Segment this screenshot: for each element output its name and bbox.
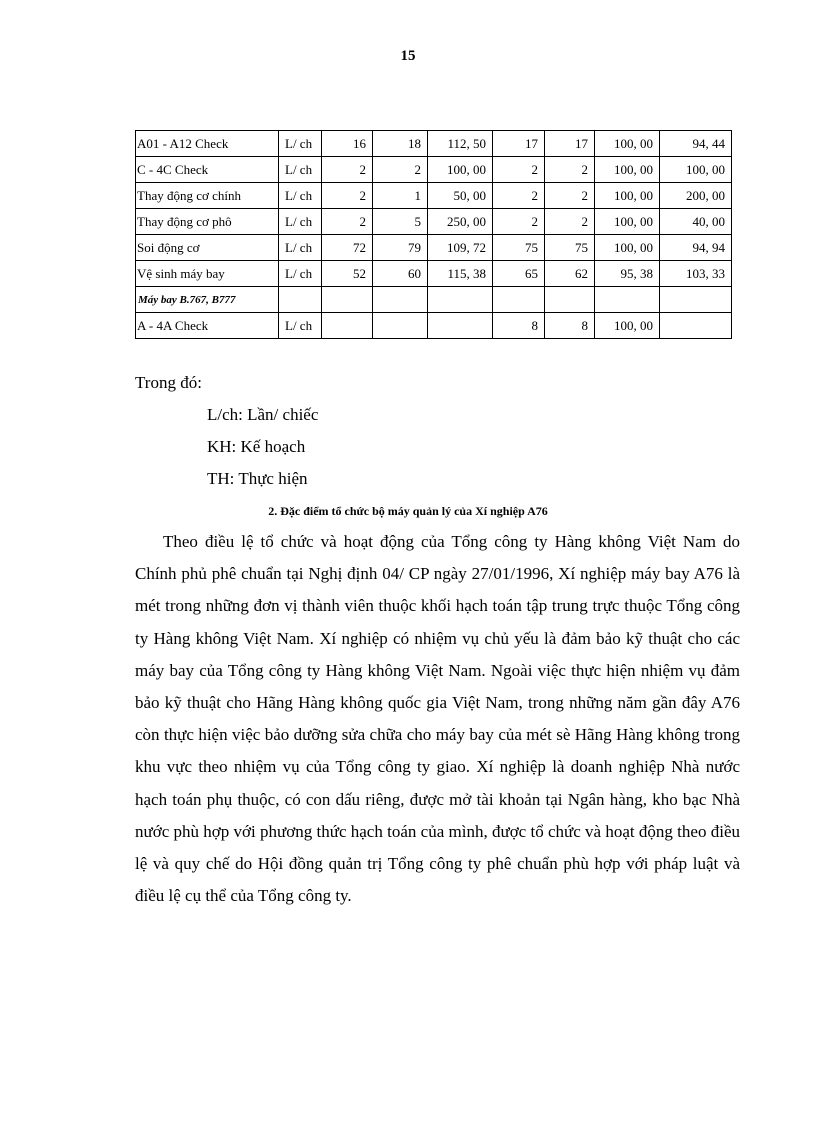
table-cell: 94, 44 bbox=[660, 131, 732, 157]
table-cell-label: Máy bay B.767, B777 bbox=[136, 287, 279, 313]
table-cell: 2 bbox=[322, 209, 373, 235]
table-cell bbox=[660, 287, 732, 313]
table-cell: 2 bbox=[322, 157, 373, 183]
table-row bbox=[136, 157, 732, 183]
table-cell-label: A01 - A12 Check bbox=[136, 131, 279, 157]
table-row bbox=[136, 131, 732, 157]
table-cell: 40, 00 bbox=[660, 209, 732, 235]
table-cell: 5 bbox=[373, 209, 428, 235]
legend-title: Trong đó: bbox=[135, 373, 202, 392]
table-cell-label: Thay động cơ phô bbox=[136, 209, 279, 235]
table-cell: 75 bbox=[545, 235, 595, 261]
table-cell bbox=[322, 313, 373, 339]
table-cell bbox=[428, 287, 493, 313]
table-row bbox=[136, 313, 732, 339]
table-row bbox=[136, 261, 732, 287]
table-row bbox=[136, 183, 732, 209]
legend-item-lch: L/ch: Lần/ chiếc bbox=[207, 405, 319, 424]
table-cell bbox=[279, 287, 322, 313]
table-row bbox=[136, 209, 732, 235]
table-cell: 2 bbox=[373, 157, 428, 183]
table-cell: 2 bbox=[545, 157, 595, 183]
table-row bbox=[136, 235, 732, 261]
table-cell: 100, 00 bbox=[595, 131, 660, 157]
table-cell: 100, 00 bbox=[595, 183, 660, 209]
table-cell-label: A - 4A Check bbox=[136, 313, 279, 339]
table-cell bbox=[373, 287, 428, 313]
table-cell bbox=[545, 287, 595, 313]
table-cell: 103, 33 bbox=[660, 261, 732, 287]
table-cell: 112, 50 bbox=[428, 131, 493, 157]
table-cell: 16 bbox=[322, 131, 373, 157]
table-cell: 2 bbox=[493, 157, 545, 183]
table-cell: 75 bbox=[493, 235, 545, 261]
table-cell: L/ ch bbox=[279, 313, 322, 339]
table-cell bbox=[595, 287, 660, 313]
page-number: 15 bbox=[400, 48, 416, 64]
table-cell bbox=[660, 313, 732, 339]
maintenance-table bbox=[135, 130, 732, 339]
table-cell: 8 bbox=[493, 313, 545, 339]
table-cell: 52 bbox=[322, 261, 373, 287]
table-cell: 100, 00 bbox=[595, 209, 660, 235]
table-cell: 2 bbox=[322, 183, 373, 209]
table-cell-label: Thay động cơ chính bbox=[136, 183, 279, 209]
table-cell: 200, 00 bbox=[660, 183, 732, 209]
table-cell: 17 bbox=[493, 131, 545, 157]
table-cell: 100, 00 bbox=[595, 313, 660, 339]
table-cell: 2 bbox=[545, 183, 595, 209]
table-cell: 1 bbox=[373, 183, 428, 209]
table-cell: L/ ch bbox=[279, 209, 322, 235]
table-cell: 60 bbox=[373, 261, 428, 287]
table-cell: 100, 00 bbox=[660, 157, 732, 183]
table-cell: L/ ch bbox=[279, 131, 322, 157]
table-cell: L/ ch bbox=[279, 183, 322, 209]
table-cell: 250, 00 bbox=[428, 209, 493, 235]
table-cell: 100, 00 bbox=[595, 235, 660, 261]
table-cell: 18 bbox=[373, 131, 428, 157]
table-cell: L/ ch bbox=[279, 157, 322, 183]
table-cell: 115, 38 bbox=[428, 261, 493, 287]
table-cell: 8 bbox=[545, 313, 595, 339]
table-cell: 17 bbox=[545, 131, 595, 157]
table-cell: 95, 38 bbox=[595, 261, 660, 287]
table-cell: 100, 00 bbox=[595, 157, 660, 183]
table-cell: 2 bbox=[493, 209, 545, 235]
table-cell: 79 bbox=[373, 235, 428, 261]
table-cell: 100, 00 bbox=[428, 157, 493, 183]
table-cell bbox=[322, 287, 373, 313]
section-heading: 2. Đặc điểm tổ chức bộ máy quản lý của Xí nghiệp A76 bbox=[268, 504, 548, 518]
table-cell bbox=[493, 287, 545, 313]
table-cell bbox=[428, 313, 493, 339]
table-cell-label: Soi động cơ bbox=[136, 235, 279, 261]
body-paragraph: Theo điều lệ tổ chức và hoạt động của Tổng công ty Hàng không Việt Nam do Chính phủ phê chuẩn tại Nghị định 04/ CP ngày 27/01/1996, Xí nghiệp máy bay A76 là mét trong những đơn vị thành viên thuộc khối hạch toán tập trung trực thuộc Tổng công ty Hàng không Việt Nam. Xí nghiệp có nhiệm vụ chủ yếu là đảm bảo kỹ thuật cho các máy bay của Tổng công ty Hàng không Việt Nam. Ngoài việc thực hiện nhiệm vụ đảm bảo kỹ thuật cho Hãng Hàng không quốc gia Việt Nam, trong những năm gần đây A76 còn thực hiện việc bảo dưỡng sửa chữa cho máy bay của mét sè Hãng Hàng không trong khu vực theo nhiệm vụ của Tổng công ty giao. Xí nghiệp là doanh nghiệp Nhà nước hạch toán phụ thuộc, có con dấu riêng, được mở tài khoản tại Ngân hàng, kho bạc Nhà nước phù hợp với phương thức hạch toán của mình, được tổ chức và hoạt động theo điều lệ và quy chế do Hội đồng quản trị Tổng công ty phê chuẩn phù hợp với pháp luật và điều lệ cụ thể của Tổng công ty. bbox=[135, 532, 740, 906]
table-body bbox=[136, 131, 732, 339]
table-cell: 65 bbox=[493, 261, 545, 287]
table-cell: 62 bbox=[545, 261, 595, 287]
table-cell: L/ ch bbox=[279, 261, 322, 287]
legend-item-th: TH: Thực hiện bbox=[207, 469, 308, 488]
table-cell-label: C - 4C Check bbox=[136, 157, 279, 183]
table-cell: 72 bbox=[322, 235, 373, 261]
table-cell: L/ ch bbox=[279, 235, 322, 261]
table-cell-label: Vệ sinh máy bay bbox=[136, 261, 279, 287]
table-cell: 2 bbox=[545, 209, 595, 235]
table-cell: 94, 94 bbox=[660, 235, 732, 261]
table-cell bbox=[373, 313, 428, 339]
table-cell: 109, 72 bbox=[428, 235, 493, 261]
legend-item-kh: KH: Kế hoạch bbox=[207, 437, 306, 456]
table-cell: 2 bbox=[493, 183, 545, 209]
table-cell: 50, 00 bbox=[428, 183, 493, 209]
table-group-row bbox=[136, 287, 732, 313]
